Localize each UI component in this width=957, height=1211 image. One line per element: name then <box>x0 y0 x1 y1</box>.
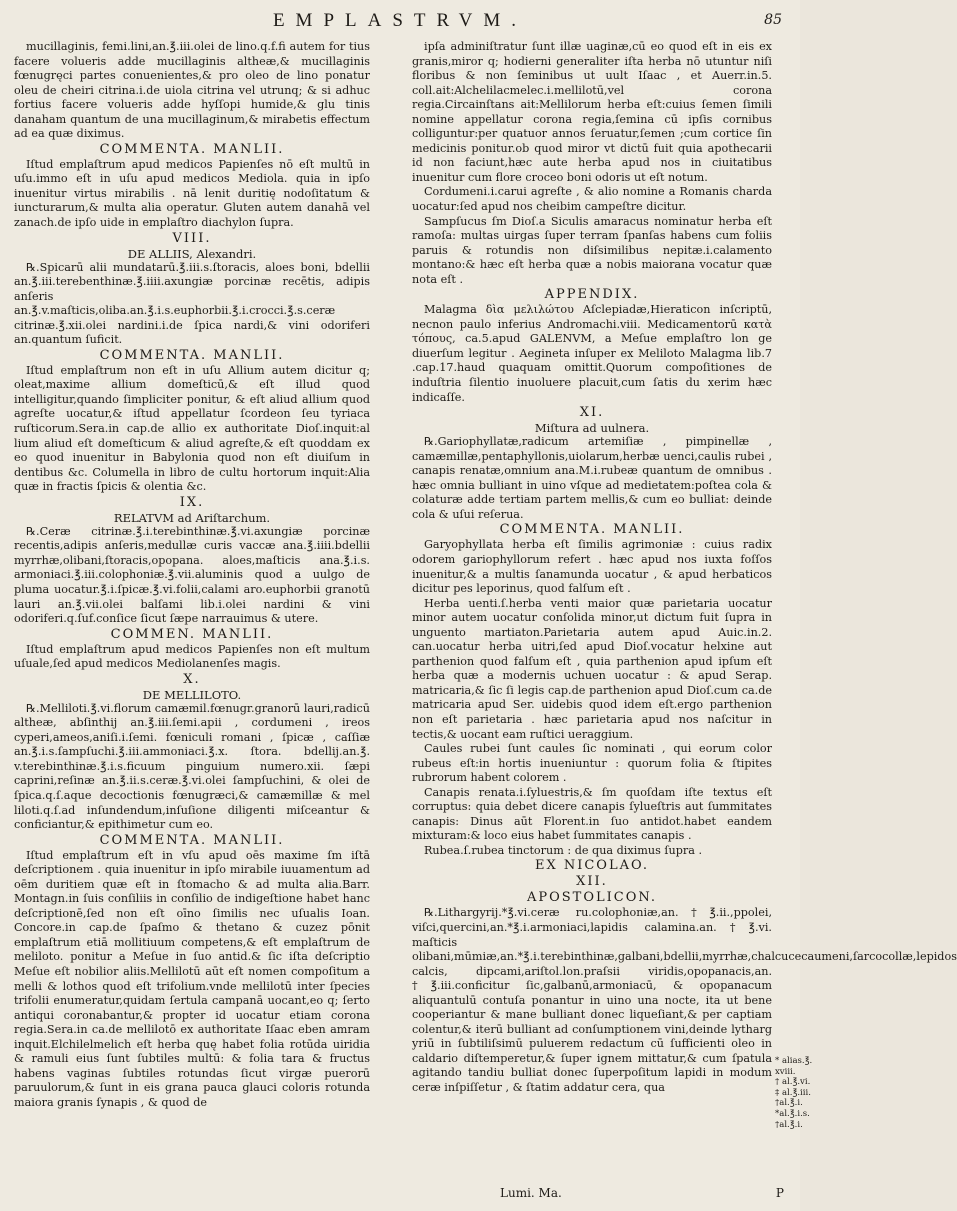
paragraph: Rubea.ſ.rubea tinctorum : de qua diximus ſupra . <box>424 843 703 857</box>
section-heading: COMMENTA. MANLII. <box>499 522 685 538</box>
margin-note: *al.℥.i.s. <box>775 1108 810 1119</box>
paragraph: Caules rubei ſunt caules ſic nominati , qui eorum color rubeus eſt:in hortis inueniuntur : quorum folia & ſtipites rubrorum habent colorem . <box>412 742 772 785</box>
section-heading: COMMENTA. MANLII. <box>99 347 285 363</box>
paragraph: ℞.Gariophyllatæ,radicum artemiſiæ , pimpinellæ , camæmillæ,pentaphyllonis,uiolarum,herbæ uenci,caulis rubei , canapis renatæ,omnium ana.M.i.rubeæ quantum de omnibus . hæc omnia bulliant in uino vſque ad medietatem:poſtea cola & colaturæ adde tertiam partem mellis,& cum eo bulliat: deinde cola & uſui reſerua. <box>412 435 772 521</box>
paragraph: Herba uenti.ſ.herba venti maior quæ parietaria uocatur minor autem uocatur conſolida minor,ut dictum fuit ſupra in unguento martiaton.Parietaria autem apud Auic.in.2. can.uocatur herba uitri,ſed apud Dioſ.vocatur helxine aut parthenion quod falſum eſt , quia parthenion apud ipſum eſt herba quæ a modernis uchuen uocatur : & apud Serap. matricaria,& ſic ſi legis cap.de parthenion apud Dioſ.cum ca.de matricaria apud Ser. uidebis quod idem eſt.ergo parthenion non eſt parietaria . hæc parietaria apud nos naſcitur in tectis,& uocant eam ruſtici ueraggium. <box>412 596 772 741</box>
paragraph: Iſtud emplaſtrum apud medicos Papienſes nō eſt multū in uſu.immo eſt in uſu apud medicos Mediola. quia in ipſo inuenitur virtus mirabilis . nā lenit duritię nodoſitatum & iuncturarum,& multa alia operatur. Gluten autem danahā vel zanach.de ipſo uide in emplaſtro diachylon ſupra. <box>14 157 370 230</box>
margin-note: † al.℥.vi. <box>775 1077 811 1088</box>
section-heading: XII. <box>576 874 608 890</box>
section-heading: APOSTOLICON. <box>526 890 658 906</box>
paragraph: ℞.Lithargyrij.*℥.vi.ceræ ru.colophoniæ,an.†℥.ii.,ppolei, viſci,quercini,an.*℥.i.armoniaci,lapidis calamina.an.†℥.vi. maſticis olibani,mūmiæ,an.*℥.i.terebinthinæ,galbani,bdellii,myrrhæ,chalcucecaumeni,ſarcocollæ,lepidos calcis, dipcami,ariſtol.lon.praſsii viridis,opopanacis,an. †℥.iii.conficitur ſic,galbanū,armoniacū, & opopanacum aliquantulū contuſa ponantur in uino una nocte, ita ut bene cooperiantur & mane bulliant donec liqueſiant,& per captiam colentur,& iterū bulliant ad conſumptionem vini,deinde lytharg yriū in ſubtiliſsimū puluerem redactum cū ſufficienti oleo in caldario diſtemperetur,& ſuper ignem mittatur,& cum ſpatula agitando tandiu bulliat donec ſuperpoſitum lapidi in modum ceræ inſpiſſetur , & ſtatim addatur cera, qua <box>412 906 957 1094</box>
margin-note: ‡ al.℥.iii. <box>775 1087 811 1098</box>
margin-note: * alias.℥. <box>775 1056 813 1066</box>
section-heading: COMMENTA. MANLII. <box>99 832 285 848</box>
paragraph: Garyophyllata herba eſt ſimilis agrimoniæ : cuius radix odorem gariophyllorum refert . hæc apud nos iuxta foſſos inuenitur,& a multis ſanamunda uocatur , & apud herbaticos dicitur pes leporinus, quod falſum eſt . <box>412 538 772 596</box>
section-heading: COMMEN. MANLII. <box>110 626 274 642</box>
paragraph: Iſtud emplaſtrum non eſt in uſu Allium autem dicitur q; oleat,maxime allium domeſticū,& eſt illud quod intelligitur,quando ſimpliciter ponitur, & eſt aliud allium quod agreſte uocatur,& iſtud appellatur ſcordeon ſeu tyriaca ruſticorum.Sera.in cap.de allio ex authoritate Dioſ.inquit:al lium aliud eſt domeſticum & aliud agreſte,& eſt quoddam ex eo quod inuenitur in Babylonia quod non eſt diuiſum in dentibus &c. Columella in libro de cultu hortorum inquit:Alia quæ in fractis ſpicis & olentia &c. <box>14 363 370 494</box>
paragraph: Canapis renata.i.ſyluestris,& ſm quoſdam iſte textus eſt corruptus: quia debet dicere canapis ſylueſtris aut ſummitates canapis: Dinus aūt Florent.in ſuo antidot.habet eandem mixturam:& loco eius habet ſummitates canapis . <box>412 785 772 843</box>
left-column <box>14 40 370 1110</box>
section-heading: XI. <box>579 405 605 421</box>
paragraph: Cordumeni.i.carui agreſte , & alio nomine a Romanis charda uocatur:ſed apud nos cheibim campeſtre dicitur. <box>412 185 772 214</box>
section-subheading: Miſtura ad uulnera. <box>534 421 650 436</box>
running-head: EMPLASTRVM. <box>272 10 528 31</box>
catchword-line <box>500 1186 790 1200</box>
section-subheading: DE ALLIIS, Alexandri. <box>127 246 257 261</box>
paragraph: mucillaginis, femi.lini,an.℥.iii.olei de lino.q.f.fi autem for tius facere volueris adde mucillaginis altheæ,& mucillaginis fœnugręci partes conuenientes,& pro oleo de lino ponatur oleu de cheiri citrina.i.de uiola citrina vel utrunq; & si adhuc fortius facere volueris adde hyſſopi humide,& glu tinis danaham quantum de una mucillaginum,& mirabetis effectum ad ea quæ diximus. <box>14 40 370 141</box>
catchword: Lumi. Ma. <box>500 1186 562 1200</box>
paragraph: Sampſucus ſm Dioſ.a Siculis amaracus nominatur herba eſt ramoſa: multas uirgas ſuper terram ſpanſas habens cum foliis paruis & rotundis non diſsimilibus nepitæ.i.calamento montano:& hæc eſt herba quæ a nobis maiorana vocatur quæ nota eſt . <box>412 214 772 286</box>
margin-notes <box>775 1056 813 1130</box>
margin-note: †al.℥.i. <box>775 1119 803 1130</box>
section-heading: COMMENTA. MANLII. <box>99 141 285 157</box>
page-number: 85 <box>764 12 782 28</box>
paragraph: Iſtud emplaſtrum apud medicos Papienſes non eſt multum uſuale,ſed apud medicos Mediolanenſes magis. <box>14 642 370 671</box>
section-heading: IX. <box>179 494 205 510</box>
section-subheading: RELATVM ad Ariſtarchum. <box>113 510 271 525</box>
paragraph: ℞.Melliloti.℥.vi.florum camæmil.fœnugr.granorū lauri,radicū altheæ, abſinthij an.℥.iii.ſemi.apii , cordumeni , ireos cyperi,ameos,aniſi.i.ſemi. fœniculi romani , ſpicæ , caſſiæ an.℥.i.s.ſampſuchi.℥.iii.ammoniaci.℥.x. ſtora. bdellij.an.℥. v.terebinthinæ.℥.i.s.ficuum pinguium numero.xii. ſæpi caprini,reſinæ an.℥.ii.s.ceræ.℥.vi.olei ſampſuchini, & olei de ſpica.q.ſ.aque decoctionis fœnugræci,& camæmillæ & mel liloti.q.ſ.ad inſundendum,inſuſione diligenti miſceantur & conficiantur,& epithimetur cum eo. <box>14 701 370 832</box>
section-subheading: DE MELLILOTO. <box>142 687 242 702</box>
signature-mark: P <box>775 1186 784 1200</box>
margin-note: xviii. <box>775 1066 796 1077</box>
section-heading: X. <box>183 671 201 687</box>
paragraph: ipſa adminiſtratur ſunt illæ uaginæ,cū eo quod eſt in eis ex granis,miror q; hodierni generaliter iſta herba nō utuntur niſi floribus & non ſeminibus ut uult Iſaac , et Auerr.in.5. coll.ait:Alchelilacmelec.i.mellilotū,vel corona regia.Circainſtans ait:Mellilorum herba eſt:cuius ſemen ſimili nomine appellatur corona regia,ſemina cū ipſis cornibus colliguntur:per quatuor annos ſeruatur,ſemen ;cum cortice ſin medicinis ponitur.ob quod miror vt dictū fuit quia apothecarii id non faciunt,hæc aute herba apud nos in ciuitatibus inuenitur cum flore croceo boni odoris ut eſt notum. <box>412 40 772 184</box>
margin-note: †al.℥.i. <box>775 1098 803 1109</box>
paragraph: Malagma δὶα μελιλώτου Aſclepiadæ,Hieraticon inſcriptū, necnon paulo inferius Andromachi.viii. Medicamentorū κατὰ τόπους, ca.5.apud GALENVM, a Meſue emplaſtro lon ge diuerſum legitur . Aegineta inſuper ex Meliloto Malagma lib.7 .cap.17.haud quaquam omittit.Quorum compoſitiones de induſtria ſilentio inuoluere placuit,cum ſatis du xerim hæc indicaſſe. <box>412 303 772 404</box>
paragraph: ℞.Spicarū alii mundatarū.℥.iii.s.ſtoracis, aloes boni, bdellii an.℥.iii.terebenthinæ.℥.iiii.axungiæ porcinæ recētis, adipis anſeris an.℥.v.maſticis,oliba.an.℥.i.s.euphorbii.℥.i.crocci.℥.s.ceræ citrinæ.℥.xii.olei nardini.i.de ſpica nardi,& vini odoriferi an.quantum ſuficit. <box>14 260 370 347</box>
section-heading: APPENDIX. <box>544 287 640 303</box>
paragraph: ℞.Ceræ citrinæ.℥.i.terebinthinæ.℥.vi.axungiæ porcinæ recentis,adipis anſeris,medullæ curis vaccæ ana.℥.iiii.bdellii myrrhæ,olibani,ſtoracis,opopana. aloes,maſticis ana.℥.i.s. armoniaci.℥.iii.colophoniæ.℥.vii.aluminis quod a uulgo de pluma uocatur.℥.i.ſpicæ.℥.vi.folii,calami aro.euphorbii granotū lauri an.℥.vii.olei balſami lib.i.olei nardini & vini odoriferi.q.ſuf.conſice ſicut ſæpe narrauimus & utere. <box>14 524 370 626</box>
paragraph: Iſtud emplaſtrum eſt in vſu apud oēs maxime ſm iſtā deſcriptionem . quia inuenitur in ipſo mirabile iuuamentum ad oēm duritiem quæ eſt in ſtomacho & ad multa alia.Barr. Montagn.in ſuis conſiliis in conſilio de indigeſtione habet hanc deſcriptionē,ſed non eſt oīno ſimilis nec uſualis Ioan. Concore.in cap.de ſpaſmo & thetano & cuzez pōnit emplaſtrum etiā mollitiuum competens,& eſt emplaſtrum de meliloto. ponitur a Meſue in ſuo antid.& ſic iſta deſcriptio Meſue eſt nobilior aliis.Mellilotū aūt eſt nomen compoſitum a melli & lothos quod eſt trifolium.vnde mellilotū inter ſpecies trifolii enumeratur,quidam ſertula campanā uocant,eo q; ſerto antiqui coronabantur,& propter id uocatur etiam corona regia.Sera.in ca.de mellilotō ex authoritate Iſaac eben amram inquit.Elchilelmelich eſt herba quę habet folia rotūda uiridia & ramuli eius ſunt ſubtiles multū: & folia tara & fructus habens vaginas ſubtiles rotundas ſicut virgæ puerorū paruulorum,& ſunt in eis grana pauca glauci coloris rotunda maiora granis ſynapis , & quod de <box>14 848 370 1109</box>
section-heading: VIII. <box>172 230 212 246</box>
section-heading: EX NICOLAO. <box>534 858 650 874</box>
